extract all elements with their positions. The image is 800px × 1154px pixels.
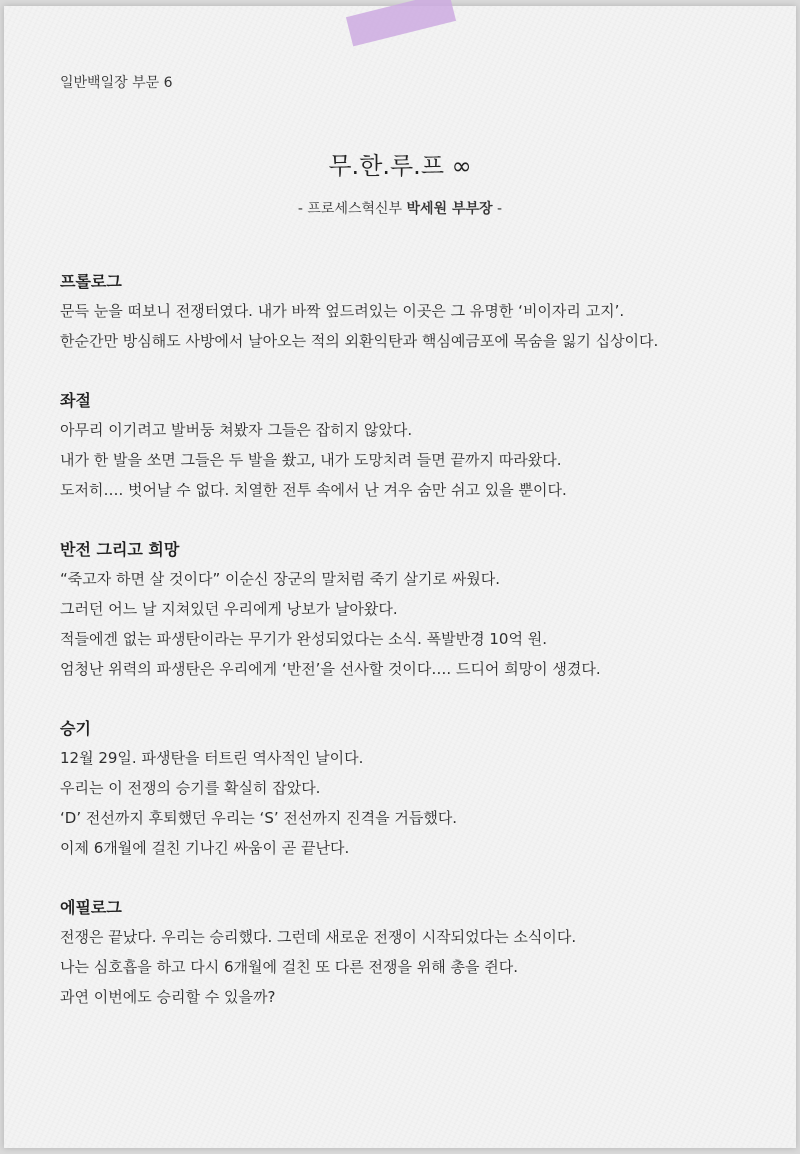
text-line: 나는 심호흡을 하고 다시 6개월에 걸친 또 다른 전쟁을 위해 총을 쥔다.: [60, 958, 518, 976]
text-line: 12월 29일. 파생탄을 터트린 역사적인 날이다.: [60, 749, 364, 767]
text-line: 한순간만 방심해도 사방에서 날아오는 적의 외환익탄과 핵심예금포에 목숨을 잃기 십상이다.: [60, 332, 659, 350]
section-victory-momentum: [60, 715, 760, 863]
section-heading: 에필로그: [60, 898, 122, 917]
author-line: [0, 198, 800, 218]
section-heading: 프롤로그: [60, 272, 122, 291]
section-heading: 반전 그리고 희망: [60, 540, 180, 559]
text-line: 과연 이번에도 승리할 수 있을까?: [60, 988, 276, 1006]
text-line: 내가 한 발을 쏘면 그들은 두 발을 쐈고, 내가 도망치려 들면 끝까지 따라왔다.: [60, 451, 562, 469]
text-line: 전쟁은 끝났다. 우리는 승리했다. 그런데 새로운 전쟁이 시작되었다는 소식이다.: [60, 928, 577, 946]
author-name: 박세원 부부장: [406, 201, 493, 217]
category-label: 일반백일장 부문 6: [60, 75, 173, 91]
text-line: ‘D’ 전선까지 후퇴했던 우리는 ‘S’ 전선까지 진격을 거듭했다.: [60, 809, 458, 827]
text-line: 엄청난 위력의 파생탄은 우리에게 ‘반전’을 선사할 것이다…. 드디어 희망이 생겼다.: [60, 660, 601, 678]
section-epilogue: [60, 894, 760, 1012]
text-line: 이제 6개월에 걸친 기나긴 싸움이 곧 끝난다.: [60, 839, 350, 857]
text-line: 아무리 이기려고 발버둥 쳐봤자 그들은 잡히지 않았다.: [60, 421, 413, 439]
author-prefix: - 프로세스혁신부: [297, 201, 407, 217]
text-line: 우리는 이 전쟁의 승기를 확실히 잡았다.: [60, 779, 321, 797]
section-reversal-hope: [60, 536, 760, 684]
page-title: 무.한.루.프 ∞: [328, 152, 472, 180]
section-heading: 승기: [60, 719, 91, 738]
text-line: 적들에겐 없는 파생탄이라는 무기가 완성되었다는 소식. 폭발반경 10억 원.: [60, 630, 547, 648]
text-line: 그러던 어느 날 지쳐있던 우리에게 낭보가 날아왔다.: [60, 600, 398, 618]
author-suffix: -: [492, 201, 503, 217]
section-prologue: [60, 268, 760, 356]
essay-body: [60, 268, 760, 1043]
text-line: 문득 눈을 떠보니 전쟁터였다. 내가 바짝 엎드려있는 이곳은 그 유명한 ‘비이자리 고지’.: [60, 302, 625, 320]
text-line: 도저히…. 벗어날 수 없다. 치열한 전투 속에서 난 겨우 숨만 쉬고 있을 뿐이다.: [60, 481, 567, 499]
section-frustration: [60, 387, 760, 505]
section-heading: 좌절: [60, 391, 91, 410]
text-line: “죽고자 하면 살 것이다” 이순신 장군의 말처럼 죽기 살기로 싸웠다.: [60, 570, 500, 588]
